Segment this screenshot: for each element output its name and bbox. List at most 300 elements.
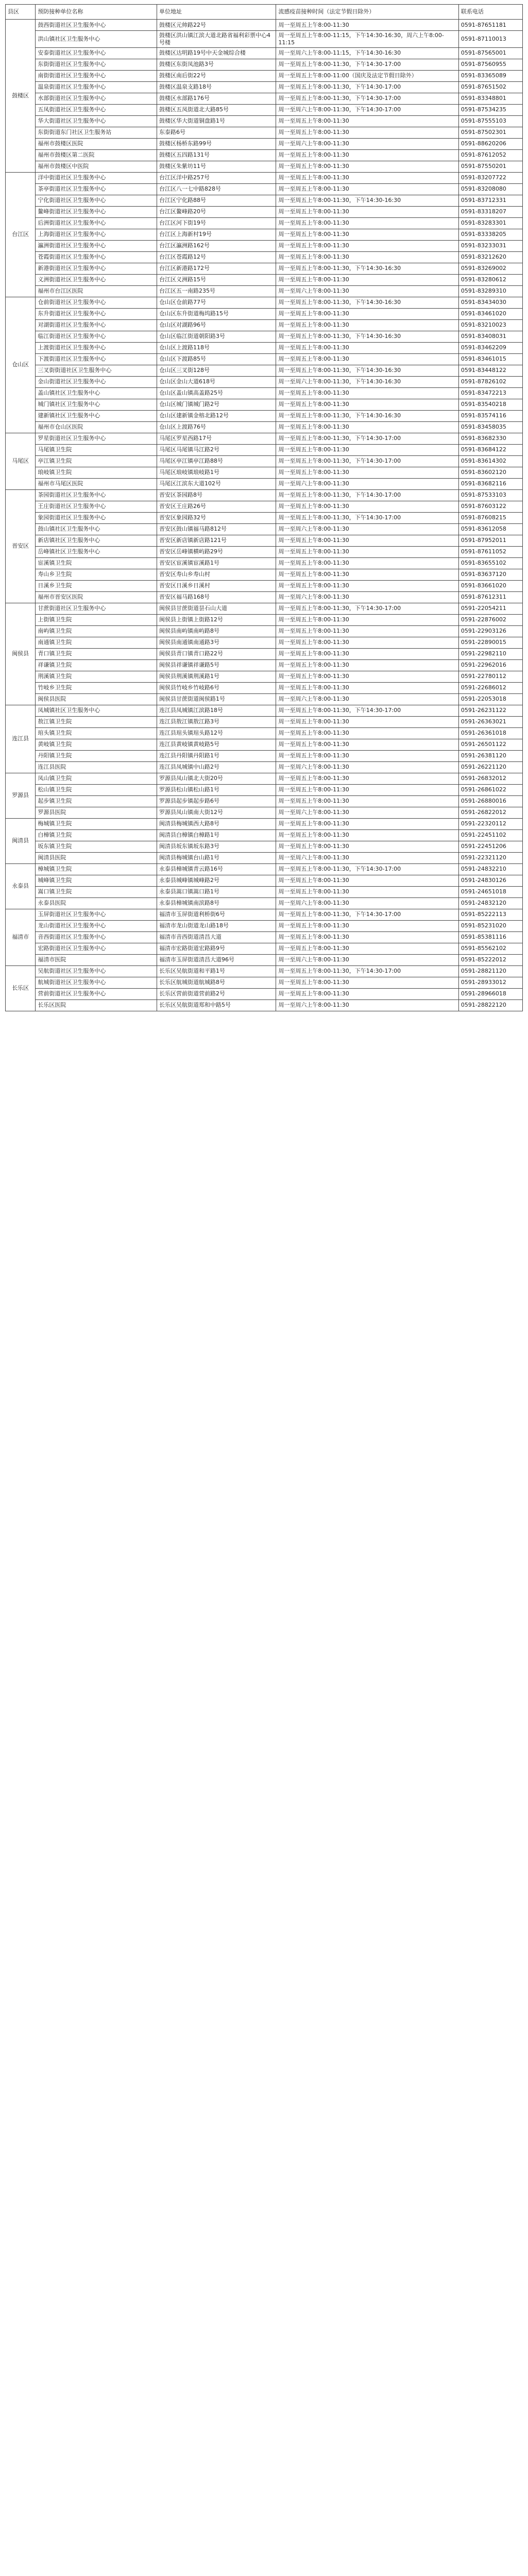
table-row — [6, 512, 523, 523]
vaccination-time-cell: 周一至周五上午8:00-11:30 — [276, 659, 458, 671]
address-cell: 闽清县坂东镇坂东路3号 — [157, 841, 276, 852]
address-cell: 永泰县樟城镇青云路16号 — [157, 863, 276, 875]
address-cell: 仓山区临江街道朝阳路3号 — [157, 331, 276, 342]
phone-cell: 0591-87651181 — [458, 20, 522, 31]
phone-cell: 0591-22451206 — [458, 841, 522, 852]
address-cell: 长乐区吴航街道郑和中路5号 — [157, 999, 276, 1011]
site-name-cell: 福州市仓山区医院 — [36, 421, 157, 433]
site-name-cell: 象园街道社区卫生服务中心 — [36, 512, 157, 523]
address-cell: 台江区洋中路257号 — [157, 172, 276, 183]
site-name-cell: 瀛洲街道社区卫生服务中心 — [36, 240, 157, 251]
address-cell: 罗源县松山镇松山路1号 — [157, 784, 276, 795]
site-name-cell: 闽清县医院 — [36, 852, 157, 863]
address-cell: 晋安区新店镇新店路121号 — [157, 535, 276, 546]
table-row — [6, 625, 523, 637]
site-name-cell: 琅岐镇卫生院 — [36, 467, 157, 478]
site-name-cell: 宏路街道社区卫生服务中心 — [36, 943, 157, 954]
phone-cell: 0591-26221120 — [458, 761, 522, 773]
table-row — [6, 421, 523, 433]
address-cell: 闽清县梅城镇台山路1号 — [157, 852, 276, 863]
table-row — [6, 149, 523, 161]
vaccination-time-cell: 周一至周五上午8:00-11:30 — [276, 240, 458, 251]
vaccination-time-cell: 周一至周五上午8:00-11:30 — [276, 20, 458, 31]
table-row — [6, 773, 523, 784]
phone-cell: 0591-87110013 — [458, 31, 522, 48]
phone-cell: 0591-85222012 — [458, 954, 522, 965]
site-name-cell: 三叉街街道社区卫生服务中心 — [36, 365, 157, 376]
site-name-cell: 温泉街道社区卫生服务中心 — [36, 81, 157, 93]
table-row — [6, 31, 523, 48]
phone-cell: 0591-83210023 — [458, 319, 522, 331]
vaccination-time-cell: 周一至周五上午8:00-11:30，下午14:30-17:00 — [276, 433, 458, 444]
site-name-cell: 福州市台江区医院 — [36, 285, 157, 297]
table-row — [6, 229, 523, 240]
vaccination-time-cell: 周一至周五上午8:00-11:30 — [276, 115, 458, 127]
address-cell: 福清市龙山街道龙山路18号 — [157, 920, 276, 931]
table-row — [6, 365, 523, 376]
vaccination-time-cell: 周一至周五上午8:00-11:30，下午14:30-16:30 — [276, 365, 458, 376]
table-row — [6, 671, 523, 682]
vaccination-time-cell: 周一至周五上午8:00-11:30，下午14:30-17:00 — [276, 603, 458, 614]
phone-cell: 0591-83289310 — [458, 285, 522, 297]
phone-cell: 0591-83434030 — [458, 297, 522, 308]
table-row — [6, 591, 523, 603]
district-cell: 鼓楼区 — [6, 20, 36, 173]
vaccination-time-cell: 周一至周五上午8:00-11:30 — [276, 682, 458, 693]
site-name-cell: 吴航街道社区卫生服务中心 — [36, 965, 157, 977]
phone-cell: 0591-83318207 — [458, 206, 522, 217]
table-row — [6, 807, 523, 818]
phone-cell: 0591-87952011 — [458, 535, 522, 546]
phone-cell: 0591-26363021 — [458, 716, 522, 727]
address-cell: 仓山区金山大道618号 — [157, 376, 276, 387]
address-cell: 闽侯县甘蔗街道昙石山大道 — [157, 603, 276, 614]
vaccination-time-cell: 周一至周五上午8:00-11:30 — [276, 308, 458, 319]
phone-cell: 0591-24832120 — [458, 897, 522, 909]
site-name-cell: 仓前街道社区卫生服务中心 — [36, 297, 157, 308]
address-cell: 福清市宏路街道宏路路9号 — [157, 943, 276, 954]
table-row — [6, 467, 523, 478]
address-cell: 鼓楼区温泉支路18号 — [157, 81, 276, 93]
address-cell: 鼓楼区达明路19号中天金城综合楼 — [157, 47, 276, 59]
site-name-cell: 新港街道社区卫生服务中心 — [36, 263, 157, 274]
address-cell: 台江区苍霞路12号 — [157, 251, 276, 263]
table-row — [6, 183, 523, 195]
phone-cell: 0591-85562102 — [458, 943, 522, 954]
table-row — [6, 331, 523, 342]
vaccination-time-cell: 周一至周五上午8:00-11:30，下午14:30-17:00 — [276, 909, 458, 920]
vaccination-time-cell: 周一至周六上午8:00-11:15，下午14:30-16:30 — [276, 47, 458, 59]
address-cell: 马尾区马尾镇马江路2号 — [157, 444, 276, 455]
site-name-cell: 洪山镇社区卫生服务中心 — [36, 31, 157, 48]
vaccination-time-cell: 周一至周五上午8:00-11:30，下午14:30-16:30 — [276, 410, 458, 421]
address-cell: 晋安区宦溪镇宦溪路1号 — [157, 557, 276, 569]
phone-cell: 0591-28821120 — [458, 965, 522, 977]
vaccination-time-cell: 周一至周五上午8:00-11:30 — [276, 580, 458, 591]
phone-cell: 0591-28933012 — [458, 977, 522, 988]
phone-cell: 0591-83269002 — [458, 263, 522, 274]
vaccination-time-cell: 周一至周五上午8:00-11:30，下午14:30-16:30 — [276, 297, 458, 308]
vaccination-time-cell: 周一至周五上午8:00-11:30 — [276, 149, 458, 161]
address-cell: 晋安区象园路32号 — [157, 512, 276, 523]
address-cell: 鼓楼区洪山镇江滨大道北路省福利彩票中心4号楼 — [157, 31, 276, 48]
phone-cell: 0591-85231020 — [458, 920, 522, 931]
vaccination-time-cell: 周一至周五上午8:00-11:30 — [276, 920, 458, 931]
site-name-cell: 鳌峰街道社区卫生服务中心 — [36, 206, 157, 217]
phone-cell: 0591-26880016 — [458, 795, 522, 807]
phone-cell: 0591-28822120 — [458, 999, 522, 1011]
table-row — [6, 206, 523, 217]
table-row — [6, 20, 523, 31]
vaccination-time-cell: 周一至周五上午8:00-11:30 — [276, 637, 458, 648]
table-row — [6, 784, 523, 795]
vaccination-time-cell: 周一至周五上午8:00-11:30 — [276, 829, 458, 841]
address-cell: 连江县琯头镇琯头路12号 — [157, 727, 276, 739]
phone-cell: 0591-83233031 — [458, 240, 522, 251]
address-cell: 仓山区上渡路118号 — [157, 342, 276, 353]
table-row — [6, 659, 523, 671]
district-cell: 罗源县 — [6, 773, 36, 818]
phone-cell: 0591-83655102 — [458, 557, 522, 569]
vaccination-time-cell: 周一至周六上午8:00-11:30 — [276, 954, 458, 965]
table-row — [6, 852, 523, 863]
site-name-cell: 福州市马尾区医院 — [36, 478, 157, 489]
table-row — [6, 172, 523, 183]
site-name-cell: 岳峰镇社区卫生服务中心 — [36, 546, 157, 557]
site-name-cell: 起步镇卫生院 — [36, 795, 157, 807]
site-name-cell: 荆溪镇卫生院 — [36, 671, 157, 682]
address-cell: 仓山区建新镇金榕北路12号 — [157, 410, 276, 421]
site-name-cell: 马尾镇卫生院 — [36, 444, 157, 455]
table-row — [6, 138, 523, 149]
site-name-cell: 义洲街道社区卫生服务中心 — [36, 274, 157, 285]
table-row — [6, 886, 523, 897]
table-row — [6, 761, 523, 773]
address-cell: 鼓楼区五凤街道北大路85号 — [157, 104, 276, 115]
site-name-cell: 长乐区医院 — [36, 999, 157, 1011]
district-cell: 闽清县 — [6, 818, 36, 863]
vaccination-time-cell: 周一至周五上午8:00-11:30 — [276, 353, 458, 365]
address-cell: 鼓楼区五四路131号 — [157, 149, 276, 161]
table-row — [6, 863, 523, 875]
site-name-cell: 永泰县医院 — [36, 897, 157, 909]
address-cell: 鼓楼区南后街22号 — [157, 70, 276, 81]
site-name-cell: 南通镇卫生院 — [36, 637, 157, 648]
vaccination-time-cell: 周一至周五上午8:00-11:30 — [276, 739, 458, 750]
table-row — [6, 387, 523, 399]
table-row — [6, 297, 523, 308]
address-cell: 晋安区日溪乡日溪村 — [157, 580, 276, 591]
site-name-cell: 茶园街道社区卫生服务中心 — [36, 489, 157, 501]
site-name-cell: 琯头镇卫生院 — [36, 727, 157, 739]
header-site-name: 预防接种单位名称 — [36, 5, 157, 20]
site-name-cell: 白樟镇卫生院 — [36, 829, 157, 841]
address-cell: 罗源县凤山镇北大街20号 — [157, 773, 276, 784]
site-name-cell: 五凤街道社区卫生服务中心 — [36, 104, 157, 115]
vaccination-time-cell: 周一至周五上午8:00-11:30 — [276, 444, 458, 455]
vaccination-time-cell: 周一至周五上午8:00-11:30，下午14:30-17:00 — [276, 705, 458, 716]
vaccination-time-cell: 周一至周五上午8:00-11:30 — [276, 183, 458, 195]
vaccination-time-cell: 周一至周六上午8:00-11:30 — [276, 693, 458, 705]
district-cell: 马尾区 — [6, 433, 36, 489]
district-cell: 闽侯县 — [6, 603, 36, 705]
table-row — [6, 501, 523, 512]
table-row — [6, 546, 523, 557]
site-name-cell: 青口镇卫生院 — [36, 648, 157, 659]
vaccination-time-cell: 周一至周五上午8:00-11:30，下午14:30-17:00 — [276, 489, 458, 501]
phone-cell: 0591-22780112 — [458, 671, 522, 682]
site-name-cell: 松山镇卫生院 — [36, 784, 157, 795]
phone-cell: 0591-85381116 — [458, 931, 522, 943]
vaccination-time-cell: 周一至周五上午8:00-11:30 — [276, 387, 458, 399]
address-cell: 台江区宁化路88号 — [157, 195, 276, 206]
site-name-cell: 亭江镇卫生院 — [36, 455, 157, 467]
address-cell: 闽侯县甘蔗街道闽侯路1号 — [157, 693, 276, 705]
phone-cell: 0591-88620206 — [458, 138, 522, 149]
address-cell: 台江区八一七中路828号 — [157, 183, 276, 195]
vaccination-time-cell: 周一至周五上午8:00-11:00（国庆及法定节假日除外） — [276, 70, 458, 81]
table-row — [6, 263, 523, 274]
address-cell: 仓山区三叉街128号 — [157, 365, 276, 376]
site-name-cell: 城峰镇卫生院 — [36, 875, 157, 886]
table-row — [6, 115, 523, 127]
table-row — [6, 217, 523, 229]
vaccination-time-cell: 周一至周五上午8:00-11:30，下午14:30-17:00 — [276, 81, 458, 93]
table-row — [6, 399, 523, 410]
vaccination-time-cell: 周一至周五上午8:00-11:30 — [276, 206, 458, 217]
vaccination-time-cell: 周一至周六上午8:00-11:30 — [276, 523, 458, 535]
site-name-cell: 罗星街道社区卫生服务中心 — [36, 433, 157, 444]
site-name-cell: 上街镇卫生院 — [36, 614, 157, 625]
vaccination-time-cell: 周一至周六上午8:00-11:30 — [276, 761, 458, 773]
table-row — [6, 897, 523, 909]
phone-cell: 0591-83348801 — [458, 93, 522, 104]
site-name-cell: 建新镇社区卫生服务中心 — [36, 410, 157, 421]
vaccination-time-cell: 周一至周五上午8:00-11:30 — [276, 943, 458, 954]
vaccination-time-cell: 周一至周五上午8:00-11:30 — [276, 886, 458, 897]
address-cell: 晋安区寿山乡寿山村 — [157, 569, 276, 580]
table-row — [6, 535, 523, 546]
district-cell: 永泰县 — [6, 863, 36, 909]
table-row — [6, 319, 523, 331]
site-name-cell: 坂东镇卫生院 — [36, 841, 157, 852]
phone-cell: 0591-26822012 — [458, 807, 522, 818]
table-row — [6, 965, 523, 977]
table-row — [6, 931, 523, 943]
vaccination-time-cell: 周一至周五上午8:00-11:30 — [276, 546, 458, 557]
vaccination-time-cell: 周一至周五上午8:00-11:30 — [276, 535, 458, 546]
address-cell: 仓山区盖山镇高盖路25号 — [157, 387, 276, 399]
address-cell: 台江区新港路172号 — [157, 263, 276, 274]
phone-cell: 0591-22890015 — [458, 637, 522, 648]
phone-cell: 0591-83684122 — [458, 444, 522, 455]
phone-cell: 0591-22053018 — [458, 693, 522, 705]
site-name-cell: 寿山乡卫生院 — [36, 569, 157, 580]
address-cell: 马尾区琅岐镇琅岐路1号 — [157, 467, 276, 478]
address-cell: 仓山区上渡路76号 — [157, 421, 276, 433]
vaccination-time-cell: 周一至周五上午8:00-11:30，下午14:30-16:30 — [276, 331, 458, 342]
table-row — [6, 750, 523, 761]
address-cell: 马尾区罗星西路17号 — [157, 433, 276, 444]
vaccination-time-cell: 周一至周六上午8:00-11:30，下午14:30-17:00 — [276, 104, 458, 115]
table-row — [6, 818, 523, 829]
address-cell: 连江县凤城镇江滨路18号 — [157, 705, 276, 716]
vaccination-time-cell: 周一至周五上午8:00-11:30 — [276, 229, 458, 240]
vaccination-time-cell: 周一至周六上午8:00-11:30 — [276, 138, 458, 149]
vaccination-time-cell: 周一至周五上午8:00-11:30 — [276, 773, 458, 784]
address-cell: 永泰县城峰镇城峰路2号 — [157, 875, 276, 886]
header-phone: 联系电话 — [458, 5, 522, 20]
header-row — [6, 5, 523, 20]
table-row — [6, 909, 523, 920]
phone-cell: 0591-83661020 — [458, 580, 522, 591]
table-row — [6, 603, 523, 614]
table-row — [6, 478, 523, 489]
phone-cell: 0591-26381120 — [458, 750, 522, 761]
phone-cell: 0591-83458035 — [458, 421, 522, 433]
vaccination-time-cell: 周一至周五上午8:00-11:30 — [276, 342, 458, 353]
table-row — [6, 81, 523, 93]
site-name-cell: 东街街道东门社区卫生服务站 — [36, 127, 157, 138]
phone-cell: 0591-83461015 — [458, 353, 522, 365]
address-cell: 台江区河下街19号 — [157, 217, 276, 229]
table-row — [6, 988, 523, 999]
vaccination-time-cell: 周一至周五上午8:00-11:30，下午14:30-17:00 — [276, 965, 458, 977]
site-name-cell: 罗源县医院 — [36, 807, 157, 818]
phone-cell: 0591-26231122 — [458, 705, 522, 716]
phone-cell: 0591-24830126 — [458, 875, 522, 886]
vaccination-time-cell: 周一至周五上午8:00-11:30，下午14:30-16:30 — [276, 195, 458, 206]
header-district: 县区 — [6, 5, 36, 20]
table-row — [6, 308, 523, 319]
site-name-cell: 南屿镇卫生院 — [36, 625, 157, 637]
table-row — [6, 614, 523, 625]
address-cell: 鼓楼区杨桥东路99号 — [157, 138, 276, 149]
address-cell: 仓山区仓前路77号 — [157, 297, 276, 308]
site-name-cell: 苍霞街道社区卫生服务中心 — [36, 251, 157, 263]
table-row — [6, 410, 523, 421]
site-name-cell: 闽侯县医院 — [36, 693, 157, 705]
table-row — [6, 342, 523, 353]
table-row — [6, 161, 523, 172]
site-name-cell: 后洲街道社区卫生服务中心 — [36, 217, 157, 229]
table-row — [6, 127, 523, 138]
address-cell: 闽侯县南通镇南通路3号 — [157, 637, 276, 648]
site-name-cell: 日溪乡卫生院 — [36, 580, 157, 591]
phone-cell: 0591-87608215 — [458, 512, 522, 523]
address-cell: 鼓楼区东街凤池路3号 — [157, 59, 276, 70]
address-cell: 长乐区营前街道营前路2号 — [157, 988, 276, 999]
site-name-cell: 航城街道社区卫生服务中心 — [36, 977, 157, 988]
district-cell: 长乐区 — [6, 965, 36, 1011]
vaccination-time-cell: 周一至周五上午8:00-11:30 — [276, 557, 458, 569]
site-name-cell: 福州市晋安区医院 — [36, 591, 157, 603]
vaccination-time-cell: 周一至周五上午8:00-11:30，下午14:30-17:00 — [276, 512, 458, 523]
table-row — [6, 875, 523, 886]
site-name-cell: 凤城镇社区卫生服务中心 — [36, 705, 157, 716]
vaccination-time-cell: 周一至周五上午8:00-11:30 — [276, 750, 458, 761]
phone-cell: 0591-83207722 — [458, 172, 522, 183]
table-row — [6, 285, 523, 297]
address-cell: 鼓楼区水部路176号 — [157, 93, 276, 104]
table-row — [6, 455, 523, 467]
table-row — [6, 999, 523, 1011]
vaccination-time-cell: 周一至周五上午8:00-11:30 — [276, 399, 458, 410]
phone-cell: 0591-87612052 — [458, 149, 522, 161]
vaccination-time-cell: 周一至周五上午8:00-11:30 — [276, 217, 458, 229]
table-header — [6, 5, 523, 20]
phone-cell: 0591-87533103 — [458, 489, 522, 501]
site-name-cell: 上海街道社区卫生服务中心 — [36, 229, 157, 240]
site-name-cell: 东街街道社区卫生服务中心 — [36, 59, 157, 70]
table-row — [6, 716, 523, 727]
vaccination-time-cell: 周一至周五上午8:00-11:30 — [276, 251, 458, 263]
phone-cell: 0591-87565001 — [458, 47, 522, 59]
vaccination-time-cell: 周一至周五上午8:00-11:30 — [276, 931, 458, 943]
phone-cell: 0591-83614302 — [458, 455, 522, 467]
address-cell: 仓山区东升街道梅坞路15号 — [157, 308, 276, 319]
vaccination-time-cell: 周一至周五上午8:00-11:30 — [276, 614, 458, 625]
site-name-cell: 城门镇社区卫生服务中心 — [36, 399, 157, 410]
phone-cell: 0591-87603122 — [458, 501, 522, 512]
phone-cell: 0591-22962016 — [458, 659, 522, 671]
table-row — [6, 70, 523, 81]
site-name-cell: 盖山镇社区卫生服务中心 — [36, 387, 157, 399]
vaccination-sites-table — [5, 4, 523, 1011]
address-cell: 福清市玉屏街道利桥街6号 — [157, 909, 276, 920]
phone-cell: 0591-83448122 — [458, 365, 522, 376]
phone-cell: 0591-85222113 — [458, 909, 522, 920]
vaccination-time-cell: 周一至周六上午8:00-11:30 — [276, 591, 458, 603]
address-cell: 晋安区王庄路26号 — [157, 501, 276, 512]
district-cell: 台江区 — [6, 172, 36, 297]
site-name-cell: 鼓西街道社区卫生服务中心 — [36, 20, 157, 31]
address-cell: 福清市音西街道清昌大道 — [157, 931, 276, 943]
phone-cell: 0591-87502301 — [458, 127, 522, 138]
address-cell: 仓山区对湖路96号 — [157, 319, 276, 331]
site-name-cell: 下渡街道社区卫生服务中心 — [36, 353, 157, 365]
address-cell: 罗源县凤山镇南大街12号 — [157, 807, 276, 818]
site-name-cell: 洋中街道社区卫生服务中心 — [36, 172, 157, 183]
site-name-cell: 丹阳镇卫生院 — [36, 750, 157, 761]
table-row — [6, 977, 523, 988]
address-cell: 连江县敖江镇敖江路3号 — [157, 716, 276, 727]
address-cell: 马尾区亭江镇亭江路88号 — [157, 455, 276, 467]
vaccination-time-cell: 周一至周五上午8:00-11:30 — [276, 569, 458, 580]
site-name-cell: 茶亭街道社区卫生服务中心 — [36, 183, 157, 195]
address-cell: 晋安区福马路168号 — [157, 591, 276, 603]
table-row — [6, 557, 523, 569]
vaccination-time-cell: 周一至周五上午8:00-11:30 — [276, 841, 458, 852]
address-cell: 闽侯县祥谦镇祥谦路5号 — [157, 659, 276, 671]
vaccination-time-cell: 周一至周五上午8:00-11:30 — [276, 977, 458, 988]
site-name-cell: 对湖街道社区卫生服务中心 — [36, 319, 157, 331]
site-name-cell: 营前街道社区卫生服务中心 — [36, 988, 157, 999]
address-cell: 鼓楼区朱紫坊11号 — [157, 161, 276, 172]
district-cell: 连江县 — [6, 705, 36, 773]
table-row — [6, 920, 523, 931]
table-row — [6, 841, 523, 852]
phone-cell: 0591-22982110 — [458, 648, 522, 659]
address-cell: 闽清县白樟镇白樟路1号 — [157, 829, 276, 841]
address-cell: 台江区上海新村19号 — [157, 229, 276, 240]
address-cell: 闽侯县南屿镇南屿路8号 — [157, 625, 276, 637]
table-row — [6, 795, 523, 807]
vaccination-table-sheet — [5, 4, 523, 1011]
table-row — [6, 353, 523, 365]
table-row — [6, 682, 523, 693]
site-name-cell: 连江县医院 — [36, 761, 157, 773]
